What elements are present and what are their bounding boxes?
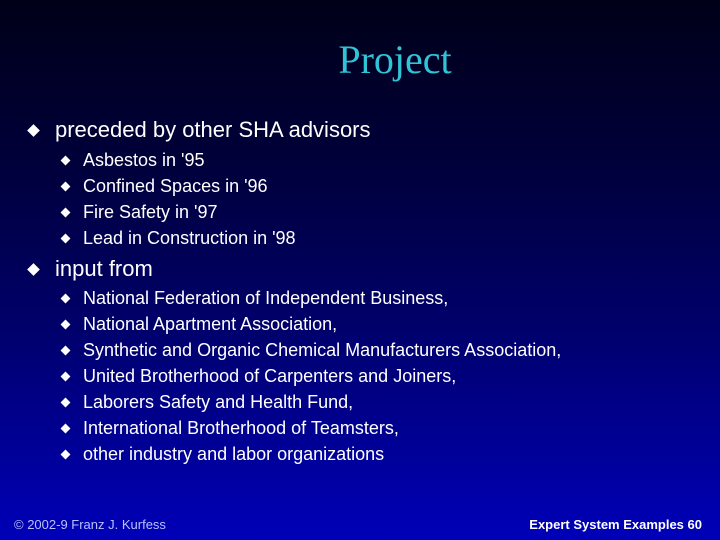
- bullet-text: preceded by other SHA advisors: [55, 117, 371, 142]
- bullet-text: Lead in Construction in '98: [83, 228, 296, 248]
- bullet-text: Confined Spaces in '96: [83, 176, 268, 196]
- bullet-level-2: [62, 391, 353, 413]
- diamond-bullet-icon: [61, 345, 71, 355]
- bullet-level-2: [62, 201, 218, 223]
- bullet-level-2: [62, 339, 561, 361]
- diamond-bullet-icon: [61, 397, 71, 407]
- diamond-bullet-icon: [61, 207, 71, 217]
- slide-title: Project: [338, 37, 452, 82]
- bullet-text: input from: [55, 256, 153, 281]
- diamond-bullet-icon: [61, 155, 71, 165]
- diamond-bullet-icon: [61, 423, 71, 433]
- bullet-level-2: [62, 417, 399, 439]
- bullet-text: Laborers Safety and Health Fund,: [83, 392, 354, 412]
- bullet-level-2: [62, 227, 296, 249]
- diamond-bullet-icon: [61, 371, 71, 381]
- diamond-bullet-icon: [27, 263, 40, 276]
- bullet-text: Synthetic and Organic Chemical Manufacturers Association,: [83, 340, 562, 360]
- diamond-bullet-icon: [27, 124, 40, 137]
- bullet-text: Fire Safety in '97: [83, 202, 218, 222]
- bullet-level-2: [62, 149, 205, 171]
- bullet-level-2: [62, 175, 268, 197]
- bullet-level-2: [62, 313, 337, 335]
- bullet-level-1: [29, 256, 153, 282]
- diamond-bullet-icon: [61, 319, 71, 329]
- bullet-text: International Brotherhood of Teamsters,: [83, 418, 399, 438]
- bullet-text: other industry and labor organizations: [83, 444, 385, 464]
- diamond-bullet-icon: [61, 233, 71, 243]
- diamond-bullet-icon: [61, 449, 71, 459]
- diamond-bullet-icon: [61, 181, 71, 191]
- bullet-level-2: [62, 287, 448, 309]
- bullet-level-1: [29, 117, 371, 143]
- bullet-level-2: [62, 443, 384, 465]
- bullet-text: National Federation of Independent Business,: [83, 288, 449, 308]
- bullet-level-2: [62, 365, 456, 387]
- footer-copyright: © 2002-9 Franz J. Kurfess: [14, 517, 166, 532]
- bullet-text: National Apartment Association,: [83, 314, 338, 334]
- diamond-bullet-icon: [61, 293, 71, 303]
- bullet-text: Asbestos in '95: [83, 150, 205, 170]
- bullet-text: United Brotherhood of Carpenters and Joiners,: [83, 366, 457, 386]
- footer-course-page: Expert System Examples 60: [529, 517, 702, 532]
